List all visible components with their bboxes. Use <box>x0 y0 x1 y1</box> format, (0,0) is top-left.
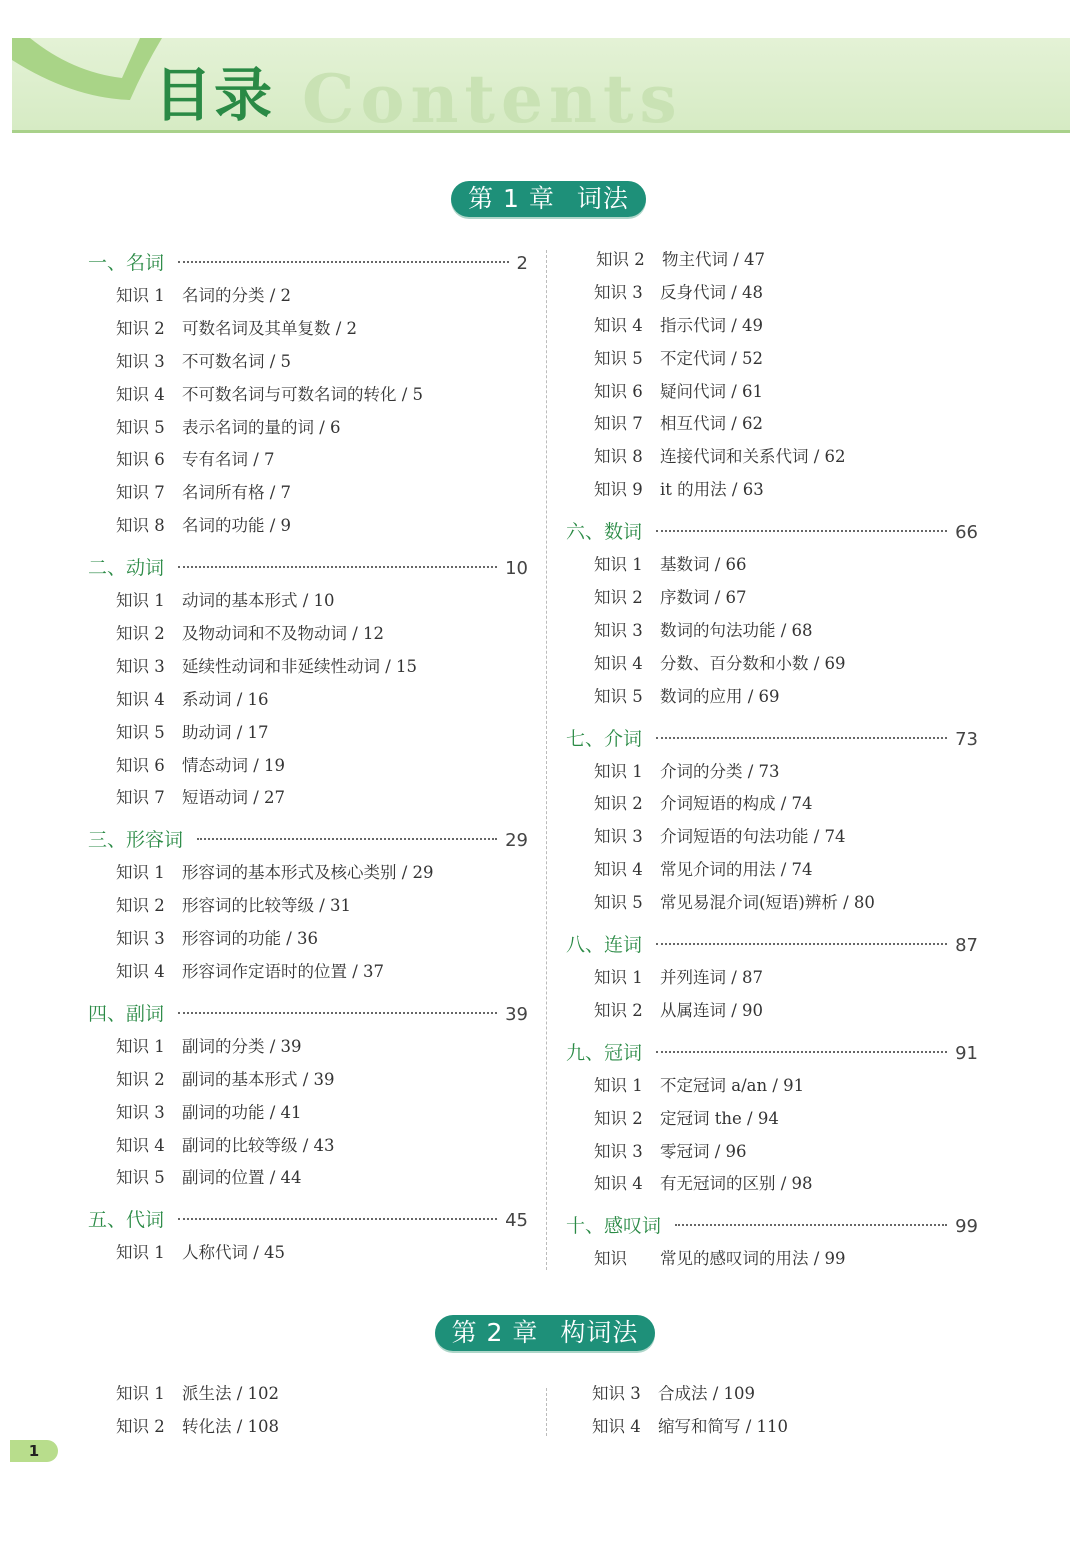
leader-dots <box>656 737 947 739</box>
toc-section-heading[interactable]: 五、代词 45 <box>88 1209 528 1232</box>
toc-entry[interactable]: 知识 7 短语动词 / 27 <box>116 788 286 808</box>
chapter-2-name: 构词法 <box>560 1318 639 1347</box>
toc-column-left <box>88 246 528 1270</box>
toc-entry[interactable]: 知识 1 基数词 / 66 <box>594 555 747 575</box>
toc-entry[interactable]: 知识 2 转化法 / 108 <box>116 1416 280 1436</box>
toc-section-heading[interactable]: 九、冠词 91 <box>566 1041 978 1064</box>
toc-entry[interactable]: 知识 1 人称代词 / 45 <box>116 1243 286 1263</box>
toc-entry[interactable]: 知识 7 相互代词 / 62 <box>594 414 764 434</box>
column-divider <box>546 1388 547 1436</box>
chapter-2-column-left <box>88 1378 279 1444</box>
leader-dots <box>656 943 947 945</box>
toc-entry[interactable]: 知识 3 数词的句法功能 / 68 <box>594 620 813 640</box>
toc-section-heading[interactable]: 二、动词 10 <box>88 557 528 580</box>
leader-dots <box>178 566 497 568</box>
toc-entry[interactable]: 知识 3 合成法 / 109 <box>592 1384 756 1403</box>
toc-section-heading[interactable]: 一、名词 2 <box>88 252 528 274</box>
toc-entry[interactable]: 知识 4 分数、百分数和小数 / 69 <box>594 653 846 673</box>
toc-entry[interactable]: 知识 3 介词短语的句法功能 / 74 <box>594 827 846 847</box>
leader-dots <box>656 1051 947 1053</box>
leader-dots <box>197 838 497 840</box>
toc-entry[interactable]: 知识 5 不定代词 / 52 <box>594 348 764 368</box>
toc-entry[interactable]: 知识 4 常见介词的用法 / 74 <box>594 860 813 880</box>
toc-section-heading[interactable]: 三、形容词 29 <box>88 829 528 852</box>
toc-entry[interactable]: 知识 4 系动词 / 16 <box>116 689 269 709</box>
toc-entry[interactable]: 知识 2 介词短语的构成 / 74 <box>594 794 813 814</box>
toc-section-heading[interactable]: 八、连词 87 <box>566 934 978 957</box>
toc-entry[interactable]: 知识 2 副词的基本形式 / 39 <box>116 1069 335 1089</box>
toc-entry[interactable]: 知识 1 副词的分类 / 39 <box>116 1036 302 1056</box>
leader-dots <box>675 1224 947 1226</box>
toc-section-heading[interactable]: 七、介词 73 <box>566 727 978 750</box>
toc-entry[interactable]: 知识 5 助动词 / 17 <box>116 722 269 742</box>
toc-entry[interactable]: 知识 2 可数名词及其单复数 / 2 <box>116 318 358 338</box>
toc-entry[interactable]: 知识 1 派生法 / 102 <box>116 1384 280 1403</box>
toc-entry[interactable]: 知识 2 定冠词 the / 94 <box>594 1108 779 1128</box>
column-divider <box>546 250 547 1270</box>
toc-entry[interactable]: 知识 2 物主代词 / 47 <box>596 250 766 269</box>
toc-entry[interactable]: 知识 4 不可数名词与可数名词的转化 / 5 <box>116 384 424 404</box>
chapter-1-number: 第 1 章 <box>468 184 555 213</box>
toc-entry[interactable]: 知识 1 动词的基本形式 / 10 <box>116 591 335 611</box>
toc-entry[interactable]: 知识 2 形容词的比较等级 / 31 <box>116 896 352 916</box>
toc-entry[interactable]: 知识 5 数词的应用 / 69 <box>594 686 780 706</box>
toc-entry[interactable]: 知识 6 情态动词 / 19 <box>116 755 286 775</box>
toc-entry[interactable]: 知识 2 及物动词和不及物动词 / 12 <box>116 624 385 644</box>
toc-entry[interactable]: 知识 2 从属连词 / 90 <box>594 1000 764 1020</box>
toc-entry[interactable]: 知识 3 零冠词 / 96 <box>594 1141 747 1161</box>
leader-dots <box>178 1012 497 1014</box>
toc-entry[interactable]: 知识 4 形容词作定语时的位置 / 37 <box>116 962 385 982</box>
toc-entry[interactable]: 知识 8 名词的功能 / 9 <box>116 516 292 536</box>
toc-entry[interactable]: 知识 5 副词的位置 / 44 <box>116 1168 302 1188</box>
toc-entry[interactable]: 知识 7 名词所有格 / 7 <box>116 483 292 503</box>
toc-entry[interactable]: 知识 3 不可数名词 / 5 <box>116 351 292 371</box>
toc-section-heading[interactable]: 六、数词 66 <box>566 521 978 544</box>
chapter-2-column-right <box>564 1378 788 1444</box>
toc-entry[interactable]: 知识 3 延续性动词和非延续性动词 / 15 <box>116 656 418 676</box>
toc-entry[interactable]: 知识 6 专有名词 / 7 <box>116 450 275 470</box>
chapter-1-name: 词法 <box>576 184 629 213</box>
leader-dots <box>178 1218 497 1220</box>
chapter-1-heading <box>451 181 646 217</box>
page-number: 1 <box>10 1440 58 1462</box>
chapter-2-heading <box>435 1315 655 1351</box>
header-subtitle: Contents <box>302 60 683 133</box>
toc-entry[interactable]: 知识 1 名词的分类 / 2 <box>116 286 292 305</box>
toc-entry[interactable]: 知识 3 形容词的功能 / 36 <box>116 929 319 949</box>
leader-dots <box>656 530 947 532</box>
toc-entry[interactable]: 知识 4 副词的比较等级 / 43 <box>116 1135 335 1155</box>
header-banner <box>12 38 1070 133</box>
toc-entry[interactable]: 知识 4 指示代词 / 49 <box>594 315 764 335</box>
toc-entry[interactable]: 知识 4 有无冠词的区别 / 98 <box>594 1174 813 1194</box>
toc-entry[interactable]: 知识 1 不定冠词 a/an / 91 <box>594 1075 805 1095</box>
toc-entry[interactable]: 知识 4 缩写和简写 / 110 <box>592 1416 789 1436</box>
toc-entry[interactable]: 知识 6 疑问代词 / 61 <box>594 381 764 401</box>
toc-entry[interactable]: 知识 5 常见易混介词(短语)辨析 / 80 <box>594 893 875 913</box>
toc-entry[interactable]: 知识 1 并列连词 / 87 <box>594 968 764 988</box>
toc-entry[interactable]: 知识 1 介词的分类 / 73 <box>594 761 780 781</box>
toc-entry[interactable]: 知识 5 表示名词的量的词 / 6 <box>116 417 341 437</box>
leader-dots <box>178 261 509 263</box>
toc-entry[interactable]: 知识 3 反身代词 / 48 <box>594 282 764 302</box>
toc-entry[interactable]: 知识 常见的感叹词的用法 / 99 <box>594 1249 846 1269</box>
toc-entry[interactable]: 知识 9 it 的用法 / 63 <box>594 480 764 500</box>
toc-entry[interactable]: 知识 2 序数词 / 67 <box>594 588 747 608</box>
toc-entry[interactable]: 知识 8 连接代词和关系代词 / 62 <box>594 447 846 467</box>
page-title: 目录 <box>154 61 275 129</box>
toc-column-right <box>566 244 978 1276</box>
toc-entry[interactable]: 知识 1 形容词的基本形式及核心类别 / 29 <box>116 863 434 883</box>
toc-section-heading[interactable]: 十、感叹词 99 <box>566 1215 978 1238</box>
chapter-2-number: 第 2 章 <box>451 1318 539 1347</box>
toc-entry[interactable]: 知识 3 副词的功能 / 41 <box>116 1102 302 1122</box>
toc-section-heading[interactable]: 四、副词 39 <box>88 1002 528 1025</box>
